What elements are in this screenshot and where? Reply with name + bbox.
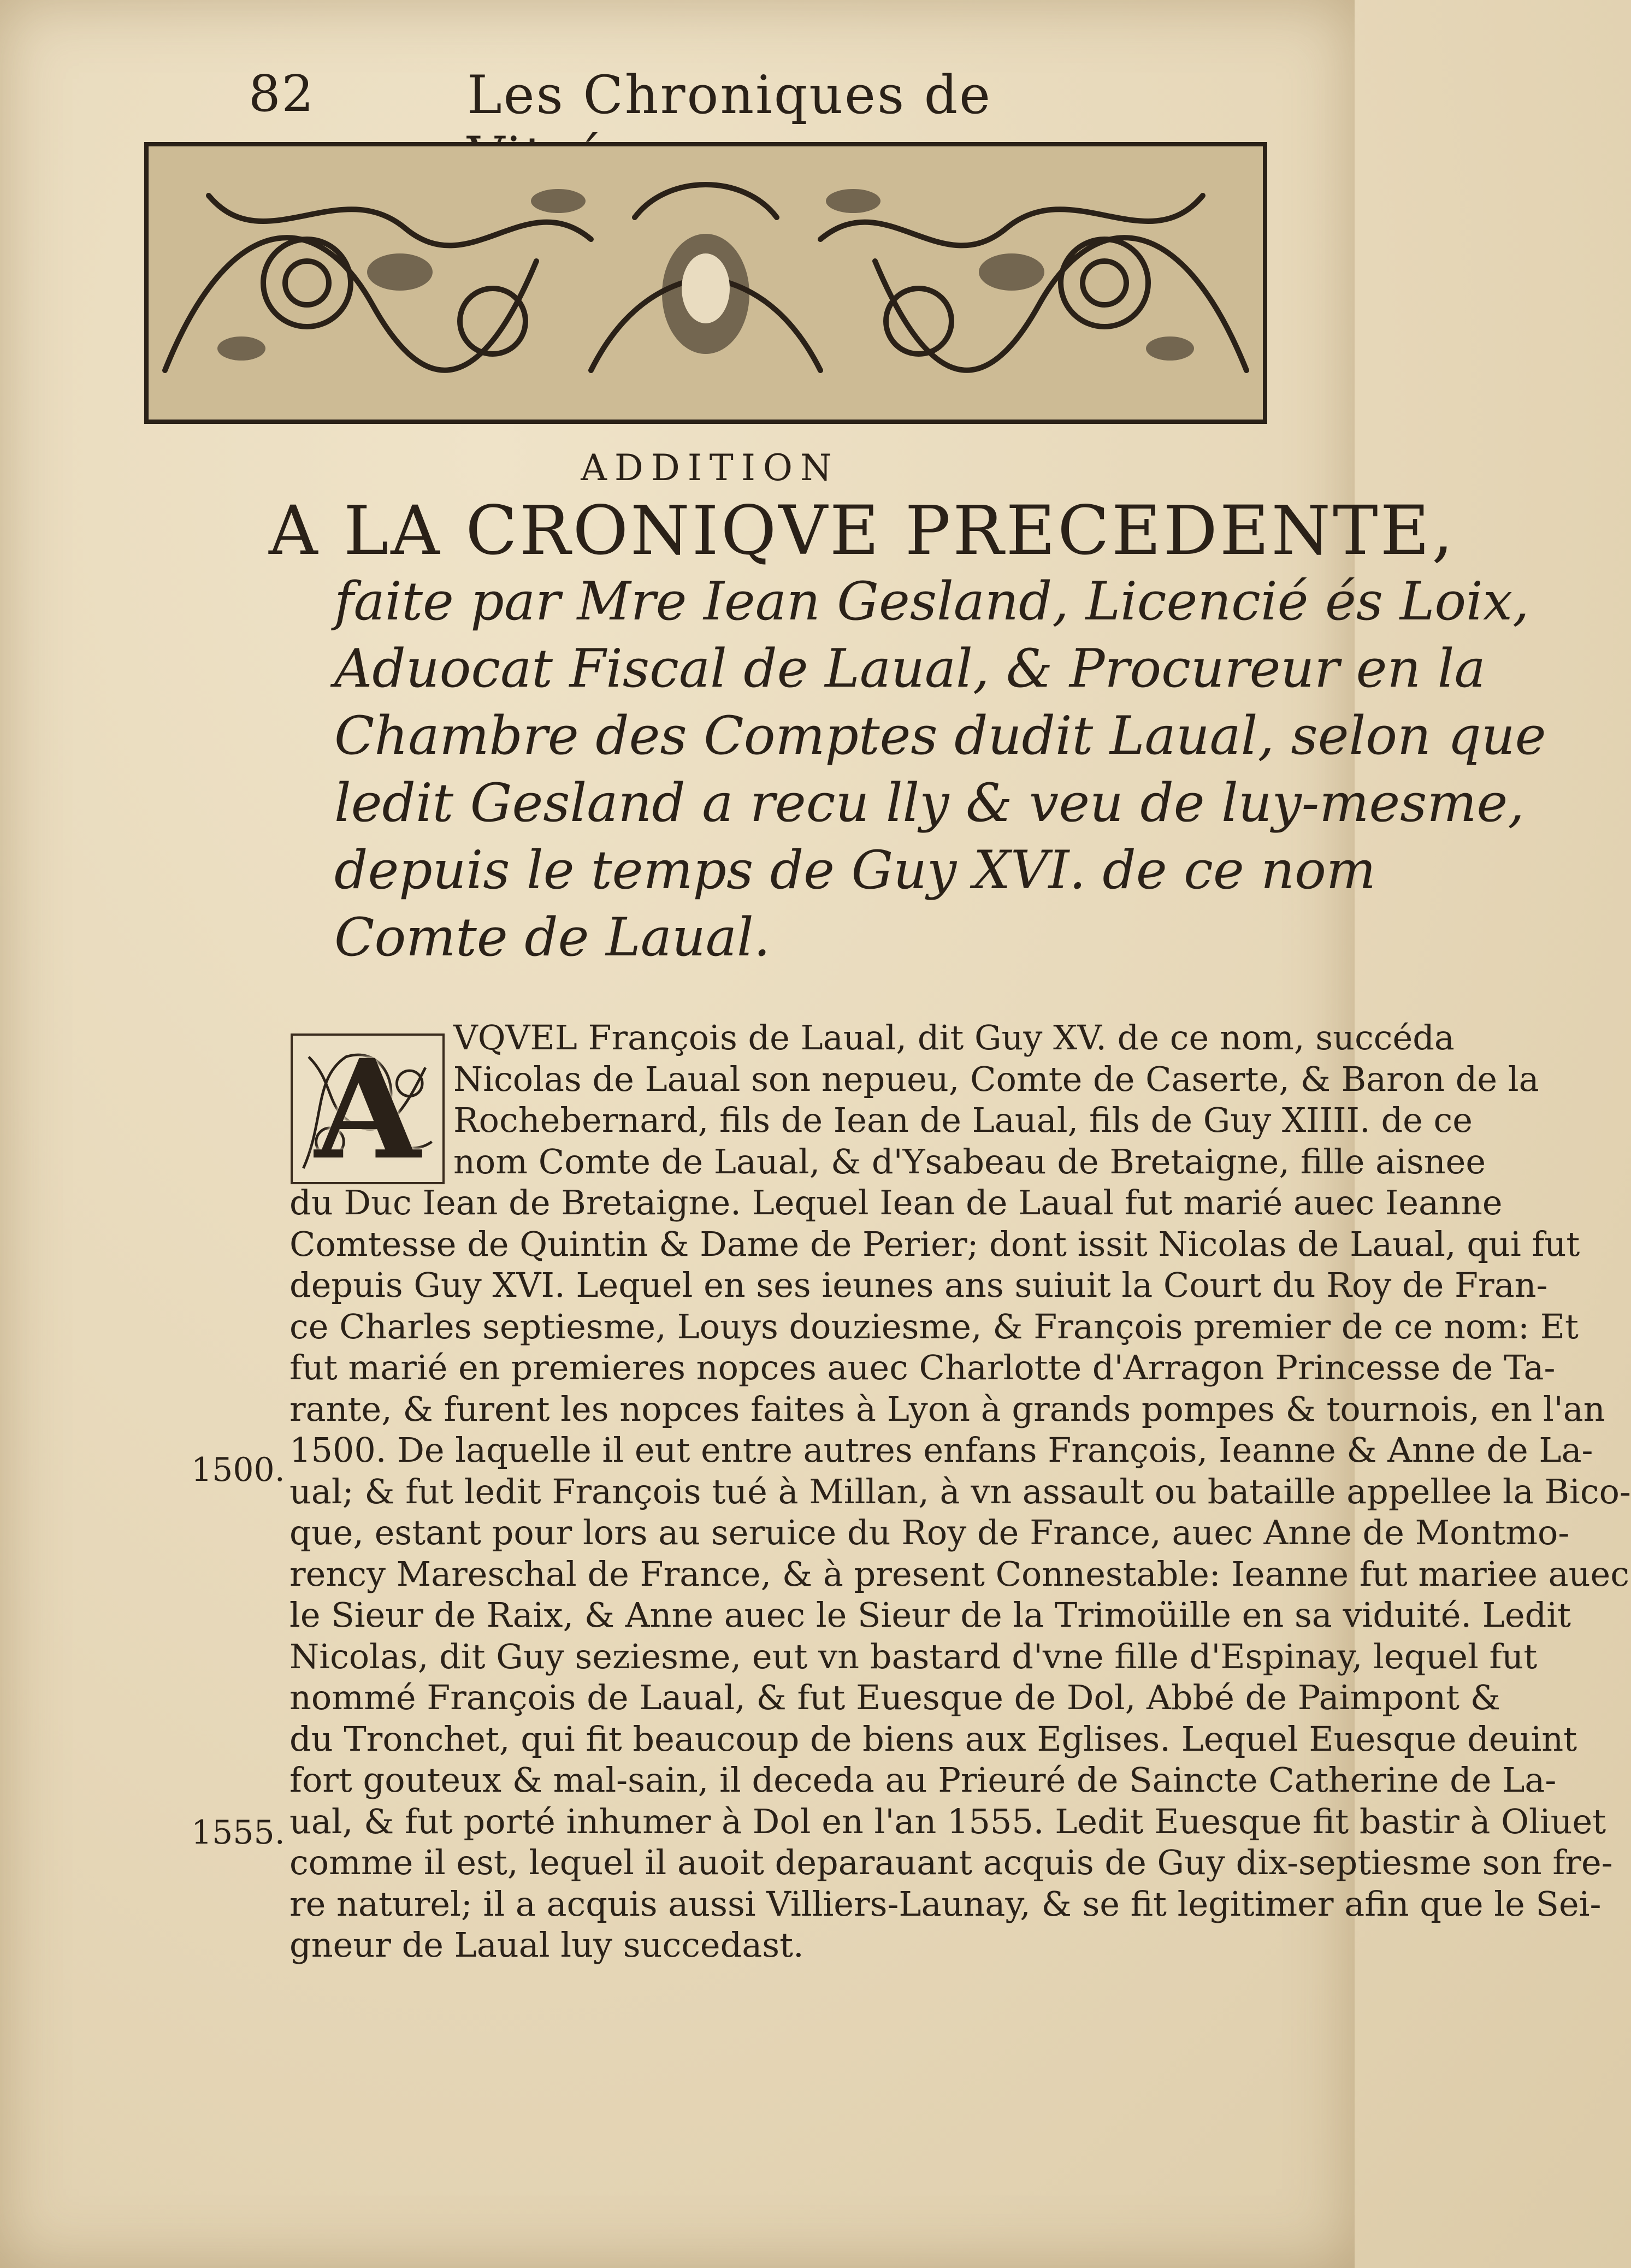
text-line: depuis Guy XVI. Lequel en ses ieunes ans suiuit la Court du Roy de Fran- — [289, 1265, 1548, 1305]
body-text — [289, 1017, 1631, 1966]
page-number: 82 — [249, 64, 315, 123]
text-line: gneur de Laual luy succedast. — [289, 1925, 804, 1965]
chapter-title: A LA CRONIQVE PRECEDENTE, — [269, 492, 1456, 570]
text-line: fut marié en premieres nopces auec Charlotte d'Arragon Princesse de Ta- — [289, 1348, 1556, 1387]
text-line: fort gouteux & mal-sain, il deceda au Prieuré de Saincte Catherine de La- — [289, 1760, 1557, 1800]
text-line: que, estant pour lors au seruice du Roy de France, auec Anne de Montmo- — [289, 1513, 1570, 1552]
subtitle-line: depuis le temps de Guy XVI. de ce nom — [334, 840, 1376, 901]
text-line: rante, & furent les nopces faites à Lyon à grands pompes & tournois, en l'an — [289, 1389, 1605, 1429]
text-line: du Duc Iean de Bretaigne. Lequel Iean de Laual fut marié auec Ieanne — [289, 1183, 1503, 1222]
text-line: du Tronchet, qui fit beaucoup de biens aux Eglises. Lequel Euesque deuint — [289, 1718, 1577, 1759]
text-line: re naturel; il a acquis aussi Villiers-Launay, & se fit legitimer afin que le Sei- — [289, 1883, 1602, 1924]
text-line: Nicolas de Laual son nepueu, Comte de Caserte, & Baron de la — [453, 1059, 1539, 1099]
text-line: ce Charles septiesme, Louys douziesme, & François premier de ce nom: Et — [289, 1306, 1579, 1346]
margin-note-year: 1500. — [191, 1451, 285, 1489]
ornamental-headpiece — [143, 141, 1268, 425]
subtitle-line: Aduocat Fiscal de Laual, & Procureur en la — [334, 638, 1486, 699]
foliage-ornament-icon — [143, 141, 1268, 425]
text-line: VQVEL François de Laual, dit Guy XV. de ce nom, succéda — [453, 1018, 1455, 1058]
subtitle-line: Chambre des Comptes dudit Laual, selon que — [334, 705, 1546, 766]
section-label: ADDITION — [581, 447, 840, 489]
text-line: 1500. De laquelle il eut entre autres enfans François, Ieanne & Anne de La- — [289, 1430, 1593, 1470]
text-line: rency Mareschal de France, & à present Connestable: Ieanne fut mariee auec — [289, 1554, 1629, 1594]
text-line: Comtesse de Quintin & Dame de Perier; dont issit Nicolas de Laual, qui fut — [289, 1224, 1580, 1264]
subtitle-line: faite par Mre Iean Gesland, Licencié és Loix, — [334, 571, 1529, 632]
text-line: Rochebernard, fils de Iean de Laual, fils de Guy XIIII. de ce — [453, 1100, 1473, 1140]
text-line: ual, & fut porté inhumer à Dol en l'an 1555. Ledit Euesque fit bastir à Oliuet — [289, 1801, 1606, 1841]
drop-cap-letter: A — [315, 1029, 421, 1190]
text-line: nom Comte de Laual, & d'Ysabeau de Bretaigne, fille aisnee — [453, 1141, 1486, 1182]
text-line: ual; & fut ledit François tué à Millan, à vn assault ou bataille appellee la Bico- — [289, 1471, 1631, 1511]
text-line: Nicolas, dit Guy seziesme, eut vn bastard d'vne fille d'Espinay, lequel fut — [289, 1636, 1538, 1676]
text-line: comme il est, lequel il auoit deparauant acquis de Guy dix-septiesme son fre- — [289, 1842, 1613, 1882]
subtitle-line: Comte de Laual. — [334, 907, 771, 968]
text-line: le Sieur de Raix, & Anne auec le Sieur de la Trimoüille en sa viduité. Ledit — [289, 1595, 1571, 1635]
margin-note-year: 1555. — [191, 1814, 285, 1852]
book-title: Les Chroniques de — [467, 64, 992, 126]
chapter-subtitle — [334, 568, 1546, 971]
running-head — [249, 64, 1013, 125]
subtitle-line: ledit Gesland a recu lly & veu de luy-mesme, — [334, 772, 1524, 834]
text-line: nommé François de Laual, & fut Euesque de Dol, Abbé de Paimpont & — [289, 1678, 1500, 1717]
